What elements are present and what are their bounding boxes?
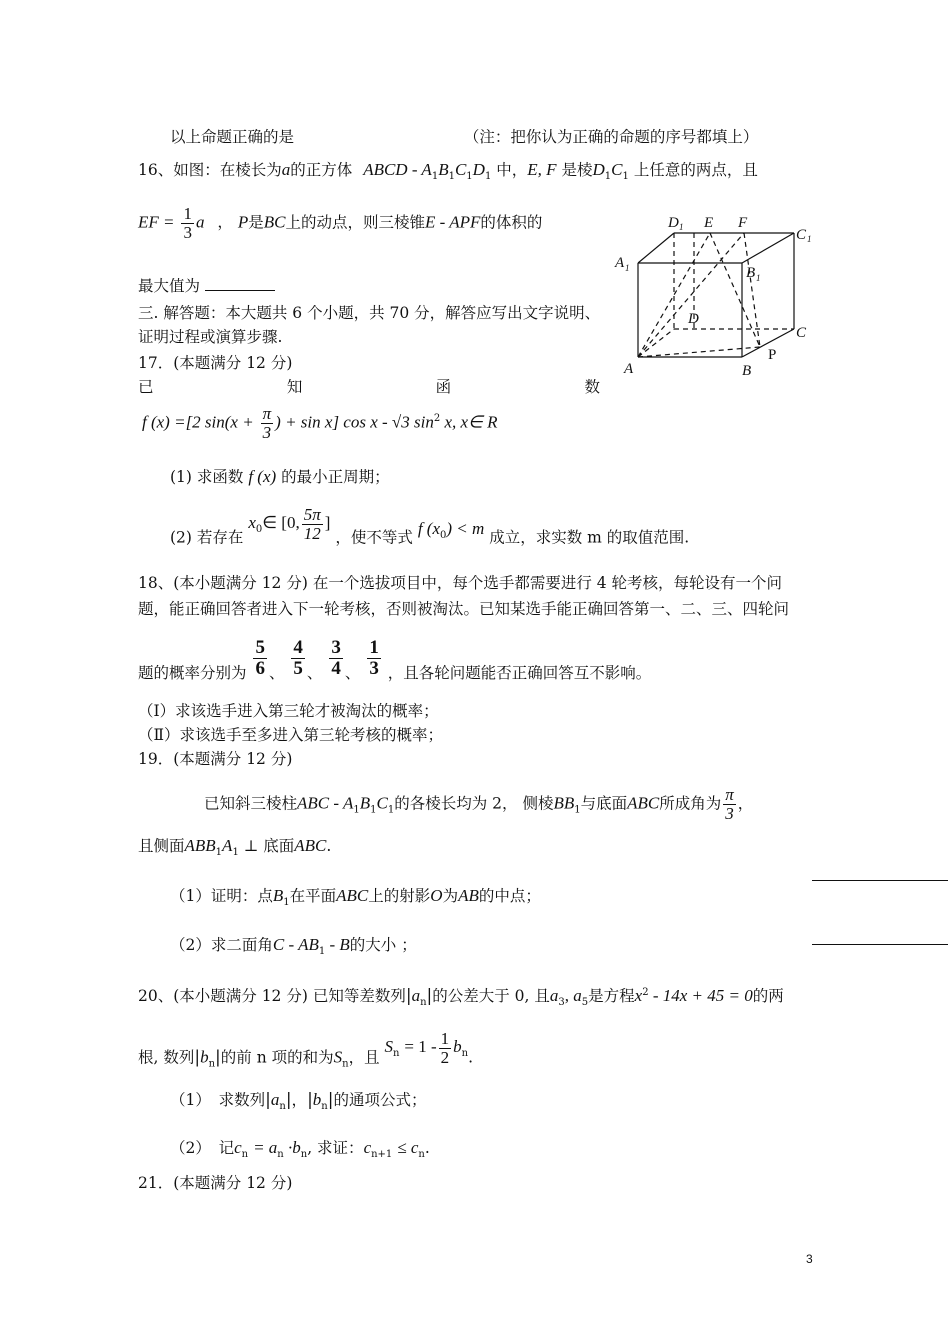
label-b: B bbox=[742, 363, 752, 379]
svg-text:1: 1 bbox=[679, 222, 684, 232]
q18-line2: 题，能正确回答者进入下一轮考核，否则被淘汰。已知某选手能正确回答第一、二、三、四轮问 bbox=[138, 600, 790, 618]
section3-line1: 三. 解答题：本大题共 6 个小题，共 70 分，解答应写出文字说明、 bbox=[138, 304, 601, 322]
q18-part1: （Ⅰ）求该选手进入第三轮才被淘汰的概率； bbox=[138, 702, 439, 720]
q21-title: 21．(本题满分 12 分) bbox=[138, 1174, 293, 1192]
page-number: 3 bbox=[806, 1252, 813, 1266]
cube-figure bbox=[610, 205, 820, 385]
q20-line2: 根, 数列$|b_n|$的前 n 项的和为$S_n$，且 $S_n = 1$ - $\frac{1}{2}$ $b_n$. bbox=[138, 1029, 474, 1070]
label-a: A bbox=[624, 361, 634, 377]
section3-line2: 证明过程或演算步骤. bbox=[138, 328, 283, 346]
label-d1: D bbox=[668, 215, 679, 231]
q19-part1: （1）证明：点$B_1$在平面ABC上的射影O为AB的中点； bbox=[170, 886, 541, 909]
q18-line1: 18、(本小题满分 12 分) 在一个选拔项目中，每个选手都需要进行 4 轮考核，每轮设有一个问 bbox=[138, 574, 783, 592]
q17-part1: (1) 求函数 f (x) 的最小正周期； bbox=[170, 467, 390, 486]
q17-title: 17．(本题满分 12 分) bbox=[138, 354, 293, 372]
q16-line2: EF = $\frac{1}{3}$ a ， P是BC上的动点，则三棱锥E - APF的体积的 bbox=[138, 204, 543, 242]
margin-rule-2 bbox=[812, 944, 948, 945]
label-c1: C bbox=[796, 227, 807, 243]
q19-part2: （2）求二面角C - $AB_1$ - B的大小 ； bbox=[170, 935, 417, 958]
q17-part2: (2) 若存在 $x_0\in$ [0, $\frac{5\pi}{12}$ ] ，使不等式 f $(x_0) < m$ 成立，求实数 m 的取值范围. bbox=[170, 505, 690, 547]
q20-line1: 20、(本小题满分 12 分) 已知等差数列$|a_n|$的公差大于 0, 且$a_3$, $a_5$是方程$x^2 - 14x + 45 = 0$的两 bbox=[138, 986, 784, 1009]
label-p: P bbox=[768, 347, 777, 363]
label-e: E bbox=[704, 215, 714, 231]
q18-line3: 题的概率分别为 $\frac{5}{6}$ 、 $\frac{4}{5}$ 、 $\frac{3}{4}$ 、 $\frac{1}{3}$ ，且各轮问题能否正确回答互不影响。 bbox=[138, 637, 652, 683]
prob-3: $\frac{3}{4}$ bbox=[331, 637, 341, 679]
q16-line1: 16、如图：在棱长为a的正方体 ABCD - $A_1B_1C_1D_1$ 中，E, F 是棱$D_1C_1$ 上任意的两点，且 bbox=[138, 160, 758, 183]
prob-2: $\frac{4}{5}$ bbox=[293, 637, 303, 679]
q19-line1: 已知斜三棱柱ABC - $A_1B_1C_1$的各棱长均为 2， 侧棱$BB_1$与底面ABC所成角为 $\frac{\pi}{3}$ ， bbox=[204, 785, 754, 823]
answer-blank[interactable] bbox=[205, 276, 275, 291]
label-b1: B bbox=[746, 265, 756, 281]
label-c: C bbox=[796, 325, 807, 341]
q18-part2: （Ⅱ）求该选手至多进入第三轮考核的概率； bbox=[138, 726, 444, 744]
q20-part2: （2） 记$c_n = a_n \cdot b_n$, 求证：$c_{n+1} \le c_n$. bbox=[170, 1138, 430, 1161]
q16-line3: 最大值为 bbox=[138, 276, 275, 296]
svg-text:1: 1 bbox=[625, 263, 630, 273]
prev-question-tail: 以上命题正确的是 （注：把你认为正确的命题的序号都填上） bbox=[170, 128, 759, 146]
prob-4: $\frac{1}{3}$ bbox=[369, 637, 379, 679]
q19-line2: 且侧面$ABB_1A_1$ ⊥ 底面ABC. bbox=[138, 836, 332, 859]
q17-given: 已 知 函 数 bbox=[138, 378, 600, 396]
label-d: D bbox=[688, 311, 699, 327]
svg-text:1: 1 bbox=[756, 273, 761, 283]
label-f: F bbox=[738, 215, 748, 231]
q17-formula: f (x) =[2 sin(x + $\frac{\pi}{3}$ ) + sin x] cos x - √3 $\sin^2 x$, x∈ R bbox=[142, 404, 498, 442]
svg-text:1: 1 bbox=[807, 234, 812, 244]
q19-title: 19．(本题满分 12 分) bbox=[138, 750, 293, 768]
margin-rule-1 bbox=[812, 880, 948, 881]
prob-1: $\frac{5}{6}$ bbox=[255, 637, 265, 679]
q20-part1: （1） 求数列$|a_n|$，$|b_n|$的通项公式； bbox=[170, 1090, 427, 1113]
label-a1: A bbox=[615, 255, 625, 271]
